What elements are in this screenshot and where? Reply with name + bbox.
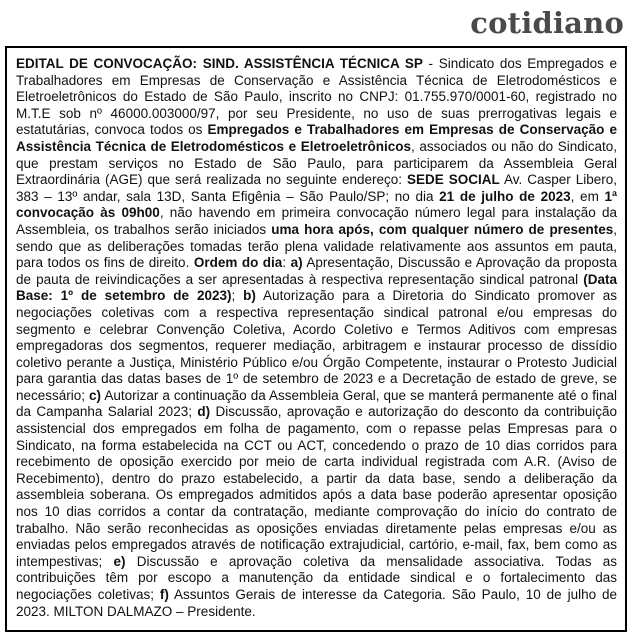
notice-text-segment: - Sindicato dos Empregados e Trabalhadores em Empresas de Conservação e Assistência Técnica de Eletrodomésticos e Eletroeletrônicos do Estado de São Paulo, inscrito no CNPJ: 01.755.970/0001-60, registrado no M.T.E sob nº 46000.003000/97, por seu Presidente, no uso de suas prerrogativas legais e estatutárias, convoca todos os	[16, 56, 617, 138]
agenda-item-text: Assuntos Gerais de interesse da Categoria. São Paulo, 10 de julho de 2023. MILTON DALMAZO – Presidente.	[16, 587, 617, 619]
notice-text-segment: , sendo que as deliberações tomadas terão plena validade relativamente aos assuntos em pauta, para todos os fins de direito.	[16, 221, 617, 271]
notice-bold-segment: (Data Base: 1º de setembro de 2023)	[16, 271, 617, 304]
agenda-item-marker: b)	[243, 288, 256, 304]
agenda-item-marker: f)	[159, 587, 169, 602]
notice-body	[16, 56, 617, 620]
notice-text-segment: :	[282, 255, 291, 271]
notice-text-segment: , associados ou não do Sindicato, que prestam serviços no Estado de São Paulo, para participarem da Assembleia Geral Extraordinária (AGE) que será realizada no seguinte endereço:	[16, 138, 617, 188]
agenda-item-marker: a)	[290, 255, 303, 271]
agenda-item-text: Autorizar a continuação da Assembleia Geral, que se manterá permanente até o final da Campanha Salarial 2023;	[16, 387, 617, 420]
agenda-item-text: Discussão, aprovação e autorização do desconto da contribuição assistencial dos empregados em folha de pagamento, com o repasse pelas Empresas para o Sindicato, na forma estabelecida na CCT ou ACT, concedendo o prazo de 10 dias corridos para recebimento de oposição exercido por meio de carta individual registrada com A.R. (Aviso de Recebimento), dentro do prazo estabelecido, a partir da data base, sendo a deliberação da assembleia soberana. Os empregados admitidos após a data base poderão apresentar oposição nos 10 dias corridos a contar da contratação, mediante comprovação do início do contrato de trabalho. Não serão reconhecidas as oposições enviadas diretamente pelas empresas e/ou as enviadas pelos empregados através de notificação extrajudicial, cartório, e-mail, fax, bem como as intempestivas;	[16, 404, 617, 569]
agenda-heading: Ordem do dia	[193, 255, 283, 271]
section-title: cotidiano	[470, 6, 624, 40]
agenda-item-marker: d)	[197, 404, 211, 420]
notice-bold-segment: uma hora após, com qualquer número de presentes	[271, 221, 614, 237]
meeting-time: 1ª convocação às 09h00	[16, 188, 617, 221]
agenda-item-marker: e)	[113, 553, 126, 569]
notice-text-segment: ;	[231, 288, 244, 304]
meeting-date: 21 de julho de 2023	[439, 188, 571, 204]
notice-bold-segment: Empregados e Trabalhadores em Empresas de Conservação e Assistência Técnica de Eletrodomésticos e Eletroeletrônicos	[16, 122, 617, 154]
legal-notice-box	[5, 46, 627, 632]
notice-text-segment: Av. Casper Libero, 383 – 13º andar, sala 13D, Santa Efigênia – São Paulo/SP; no dia	[16, 172, 618, 204]
agenda-item-text: Apresentação, Discussão e Aprovação da proposta de pauta de reivindicações a ser apresentadas à respectiva representação sindical patronal	[16, 255, 617, 287]
agenda-item-text: Autorização para a Diretoria do Sindicato promover as negociações coletivas com a respectiva representação sindical patronal e/ou empresas do segmento e celebrar Convenção Coletiva, Acordo Coletivo e Termos Aditivos com empresas empregadoras dos segmentos, requerer mediação, arbitragem e instaurar processo de dissídio coletivo perante a Justiça, Ministério Público e/ou Órgão Competente, instaurar o Protesto Judicial para garantia das datas bases de 1º de setembro de 2023 e a Decretação de estado de greve, se necessário;	[16, 288, 617, 403]
agenda-item-text: Discussão e aprovação coletiva da mensalidade associativa. Todas as contribuições têm por escopo a manutenção da entidade sindical e o fortalecimento das negociações coletivas;	[16, 553, 617, 602]
notice-text-segment: , não havendo em primeira convocação número legal para instalação da Assembleia, os trabalhos serão iniciados	[16, 205, 617, 237]
notice-text-segment: , em	[570, 188, 605, 204]
agenda-item-marker: c)	[89, 387, 102, 403]
notice-bold-segment: SEDE SOCIAL	[407, 172, 500, 188]
notice-heading: EDITAL DE CONVOCAÇÃO: SIND. ASSISTÊNCIA TÉCNICA SP	[16, 56, 423, 71]
